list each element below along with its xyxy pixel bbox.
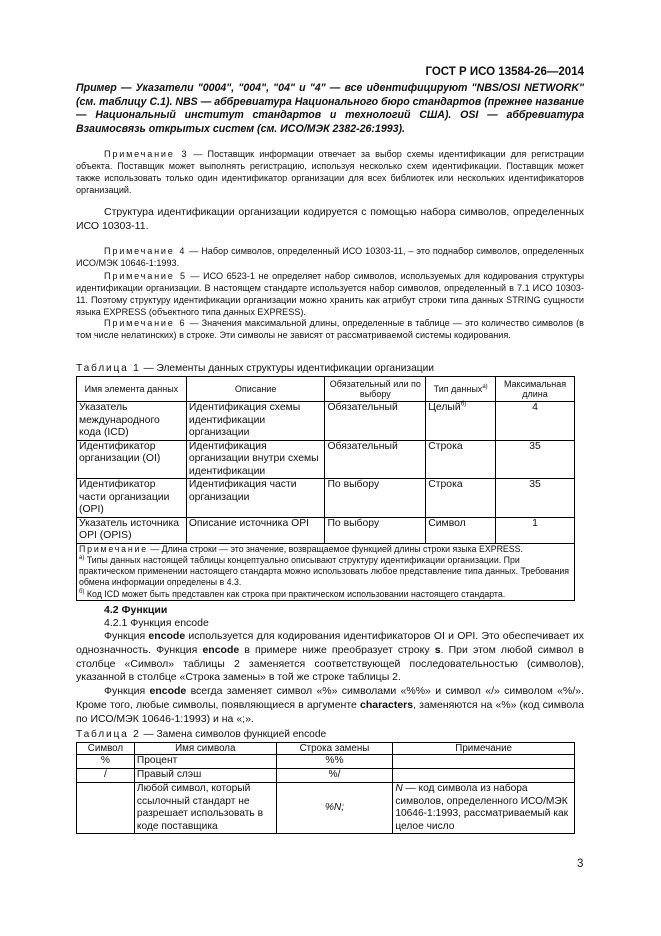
- cell-name: Процент: [134, 755, 276, 769]
- cell-req: Обязательный: [325, 440, 426, 479]
- footnote-b: [79, 589, 572, 600]
- cell-name: Любой символ, который ссылочный стандарт не разрешает использовать в коде поставщика: [134, 783, 276, 834]
- table-header-row: [77, 377, 575, 402]
- footnote-text: Код ICD может быть представлен как строка при практическом использовании настоящего стандарта.: [84, 588, 506, 599]
- cell-req: По выбору: [325, 517, 426, 543]
- cell-name: Идентификатор части организации (OPI): [77, 479, 187, 518]
- text-run: Функция: [104, 630, 149, 642]
- cell-note: [393, 755, 575, 769]
- note-text: — Набор символов, определенный ИСО 10303-11, – это поднабор символов, определенных ИСО/МЭК 10646-1:1993.: [76, 246, 584, 268]
- cell-req: Обязательный: [325, 402, 426, 441]
- cell-desc: Идентификация организации внутри схемы идентификации: [186, 440, 325, 479]
- table-1-caption: [76, 363, 584, 375]
- table-2-caption: [76, 729, 584, 741]
- cell-replacement: %N;: [276, 783, 393, 834]
- footnote-mark: б): [79, 588, 85, 595]
- note-4: [76, 245, 584, 269]
- table-1: [76, 376, 575, 601]
- note-text: — Поставщик информации отвечает за выбор схемы идентификации для регистрации объекта. Поставщик может выполнять регистрацию, используя несколько схем идентификации. Поставщик может также использовать только один идентификатор организации для всех библиотек или нескольких идентификаторов организаций.: [76, 149, 584, 195]
- table-row: [77, 783, 575, 834]
- footnote-mark: а): [79, 554, 85, 561]
- code-term: s: [434, 643, 441, 656]
- cell-type: Строка: [426, 440, 496, 479]
- cell-len: 4: [496, 402, 575, 441]
- column-header: Максимальная длина: [496, 377, 575, 402]
- cell-name: Указатель источника OPI (OPIS): [77, 517, 187, 543]
- text-run: всегда заменяет символ «%» символами «%%» и символ «/» символом «%/». Кроме того, любые символы, появляющиеся в аргументе: [76, 685, 585, 711]
- cell-desc: Идентификация схемы идентификации организации: [186, 402, 325, 441]
- code-term: encode: [149, 685, 187, 697]
- caption-text: — Замена символов функцией encode: [140, 729, 327, 740]
- table-row: [77, 479, 575, 518]
- table-row: [77, 755, 575, 769]
- cell-note: [393, 769, 575, 783]
- cell-symbol: /: [77, 769, 135, 783]
- text-run: используется для кодирования идентификаторов OI и OPI. Это обеспечивает их однозначность. Функция: [76, 630, 585, 656]
- note-label: Примечание: [79, 543, 148, 554]
- text-run: в примере ниже преобразует строку: [239, 643, 435, 656]
- code-term: encode: [148, 630, 186, 642]
- column-header: Обязательный или по выбору: [325, 377, 426, 402]
- cell-type: Символ: [426, 517, 496, 543]
- column-header: [426, 377, 496, 402]
- subsection-heading: 4.2.1 Функция encode: [104, 617, 209, 629]
- text-run: . При этом любой символ в столбце «Символ» таблицы 2 заменяется соответствующей последовательностью (символов), указанной в столбце «Строка замены» в той же строке таблицы 2.: [76, 643, 584, 684]
- cell-name: Указатель международного кода (ICD): [77, 402, 187, 441]
- header-text: Тип данных: [433, 383, 483, 394]
- footnote-mark: б): [460, 401, 467, 408]
- cell-req: По выбору: [325, 479, 426, 518]
- note-text: — Длина строки — это значение, возвращаемое функцией длины строки языка EXPRESS.: [147, 543, 523, 554]
- column-header: Символ: [77, 743, 135, 755]
- caption-text: — Элементы данных структуры идентификации организации: [140, 363, 434, 374]
- cell-name: Идентификатор организации (OI): [77, 440, 187, 479]
- text-run: , заменяются на «%» (код символа по ИСО/МЭК 10646-1:1993) и на «;».: [76, 698, 584, 725]
- table-note: [79, 544, 572, 555]
- note-5: [76, 270, 584, 318]
- footnote-mark: а): [482, 383, 488, 390]
- section-heading: 4.2 Функции: [104, 604, 168, 616]
- page-number: 3: [577, 858, 584, 870]
- document-header: ГОСТ Р ИСО 13584-26—2014: [425, 66, 584, 78]
- note-label: Примечание 6: [104, 318, 187, 328]
- table-notes: [77, 543, 575, 600]
- table-notes-row: [77, 543, 575, 600]
- note-variable: N: [395, 783, 403, 794]
- paragraph-charset: Структура идентификации организации кодируется с помощью набора символов, определенных ИСО 10303-11.: [76, 206, 584, 232]
- footnote-text: Типы данных настоящей таблицы концептуально описывают структуру идентификации организации. При практическом применении настоящего стандарта можно использовать любое представление типа данных. Требования обмена информации определены в 4.3.: [79, 554, 569, 588]
- cell-replacement: %%: [276, 755, 393, 769]
- table-header-row: [77, 743, 575, 755]
- cell-desc: Описание источника OPI: [186, 517, 325, 543]
- cell-len: 1: [496, 517, 575, 543]
- type-text: Целый: [428, 402, 461, 413]
- cell-len: 35: [496, 440, 575, 479]
- caption-label: Таблица 1: [76, 363, 141, 374]
- note-label: Примечание 5: [104, 271, 187, 281]
- note-text: — ИСО 6523-1 не определяет набор символов, используемых для кодирования структуры идентификации организации. В настоящем стандарте используется набор символов, определенный в 7.1 ИСО 10303-11. Поэтому структуру идентификации организации можно хранить как атрибут строки типа данных STRING сущности языка EXPRESS (объектного типа данных EXPRESS).: [76, 271, 584, 317]
- note-text: — Значения максимальной длины, определенные в таблице — это количество символов (в том числе нелатинских) в строке. Эти символы не зависят от рассматриваемой системы кодирования.: [76, 318, 584, 340]
- code-term: encode: [202, 643, 240, 656]
- cell-type: [426, 402, 496, 441]
- column-header: Имя символа: [134, 743, 276, 755]
- note-label: Примечание 4: [104, 246, 187, 256]
- cell-type: Строка: [426, 479, 496, 518]
- table-row: [77, 402, 575, 441]
- example-paragraph: Пример — Указатели "0004", "004", "04" и "4" — все идентифицируют "NBS/OSI NETWORK" (см. таблицу С.1). NBS — аббревиатура Национального бюро стандартов (прежнее название — Национальный институт стандартов и технологий США). OSI — аббревиатура Взаимосвязь открытых систем (см. ИСО/МЭК 2382-26:1993).: [76, 82, 584, 135]
- cell-note: [393, 783, 575, 834]
- cell-desc: Идентификация части организации: [186, 479, 325, 518]
- table-row: [77, 440, 575, 479]
- code-term: characters: [359, 698, 414, 711]
- note-label: Примечание 3: [104, 149, 189, 159]
- caption-label: Таблица 2: [76, 729, 141, 740]
- table-row: [77, 769, 575, 783]
- text-run: Функция: [104, 685, 150, 697]
- paragraph-encode-2: [76, 685, 584, 726]
- cell-len: 35: [496, 479, 575, 518]
- footnote-a: [79, 555, 572, 589]
- cell-replacement: %/: [276, 769, 393, 783]
- table-2: [76, 742, 575, 834]
- paragraph-encode-1: [76, 630, 584, 685]
- column-header: Имя элемента данных: [77, 377, 187, 402]
- note-3: [76, 148, 584, 196]
- note-6: [76, 317, 584, 341]
- column-header: Описание: [186, 377, 325, 402]
- column-header: Примечание: [393, 743, 575, 755]
- cell-name: Правый слэш: [134, 769, 276, 783]
- column-header: Строка замены: [276, 743, 393, 755]
- note-text: — код символа из набора символов, определенного ИСО/МЭК 10646-1:1993, рассматриваемый как целое число: [395, 783, 569, 832]
- cell-symbol: [77, 783, 135, 834]
- table-row: [77, 517, 575, 543]
- cell-symbol: %: [77, 755, 135, 769]
